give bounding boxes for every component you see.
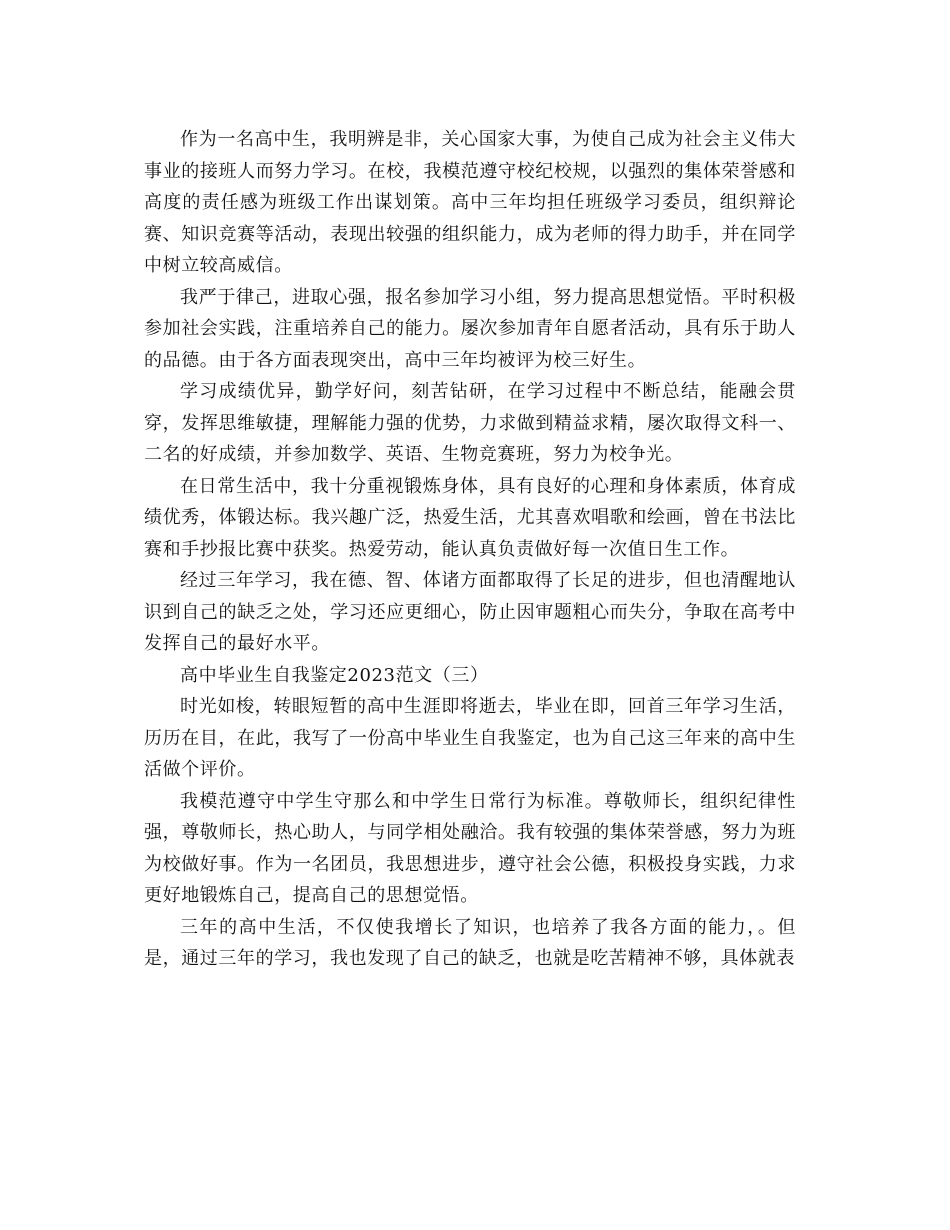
section-paragraph-1: 时光如梭，转眼短暂的高中生涯即将逝去，毕业在即，回首三年学习生活，历历在目，在此，我写了一份高中毕业生自我鉴定，也为自己这三年来的高中生活做个评价。 bbox=[144, 696, 796, 780]
paragraph-5: 经过三年学习，我在德、智、体诸方面都取得了长足的进步，但也清醒地认识到自己的缺乏之处，学习还应更细心，防止因审题粗心而失分，争取在高考中发挥自己的最好水平。 bbox=[144, 570, 796, 654]
section-heading: 高中毕业生自我鉴定2023范文（三） bbox=[180, 664, 489, 686]
section-paragraph-2: 我模范遵守中学生守那么和中学生日常行为标准。尊敬师长，组织纪律性强，尊敬师长，热心助人，与同学相处融洽。我有较强的集体荣誉感，努力为班为校做好事。作为一名团员，我思想进步，遵守社会公德，积极投身实践，力求更好地锻炼自己，提高自己的思想觉悟。 bbox=[144, 790, 796, 906]
paragraph-4: 在日常生活中，我十分重视锻炼身体，具有良好的心理和身体素质，体育成绩优秀，体锻达标。我兴趣广泛，热爱生活，尤其喜欢唱歌和绘画，曾在书法比赛和手抄报比赛中获奖。热爱劳动，能认真负责做好每一次值日生工作。 bbox=[144, 475, 796, 560]
document-body bbox=[144, 124, 796, 975]
paragraph-2: 我严于律己，进取心强，报名参加学习小组，努力提高思想觉悟。平时积极参加社会实践，注重培养自己的能力。屡次参加青年自愿者活动，具有乐于助人的品德。由于各方面表现突出，高中三年均被评为校三好生。 bbox=[144, 286, 796, 371]
paragraph-3: 学习成绩优异，勤学好问，刻苦钻研，在学习过程中不断总结，能融会贯穿，发挥思维敏捷，理解能力强的优势，力求做到精益求精，屡次取得文科一、二名的好成绩，并参加数学、英语、生物竞赛班，努力为校争光。 bbox=[144, 381, 796, 465]
paragraph-1: 作为一名高中生，我明辨是非，关心国家大事，为使自己成为社会主义伟大事业的接班人而努力学习。在校，我模范遵守校纪校规，以强烈的集体荣誉感和高度的责任感为班级工作出谋划策。高中三年均担任班级学习委员，组织辩论赛、知识竞赛等活动，表现出较强的组织能力，成为老师的得力助手，并在同学中树立较高威信。 bbox=[144, 129, 796, 276]
section-paragraph-3: 三年的高中生活，不仅使我增长了知识，也培养了我各方面的能力，。但是，通过三年的学习，我也发现了自己的缺乏，也就是吃苦精神不够，具体就表 bbox=[144, 916, 796, 969]
